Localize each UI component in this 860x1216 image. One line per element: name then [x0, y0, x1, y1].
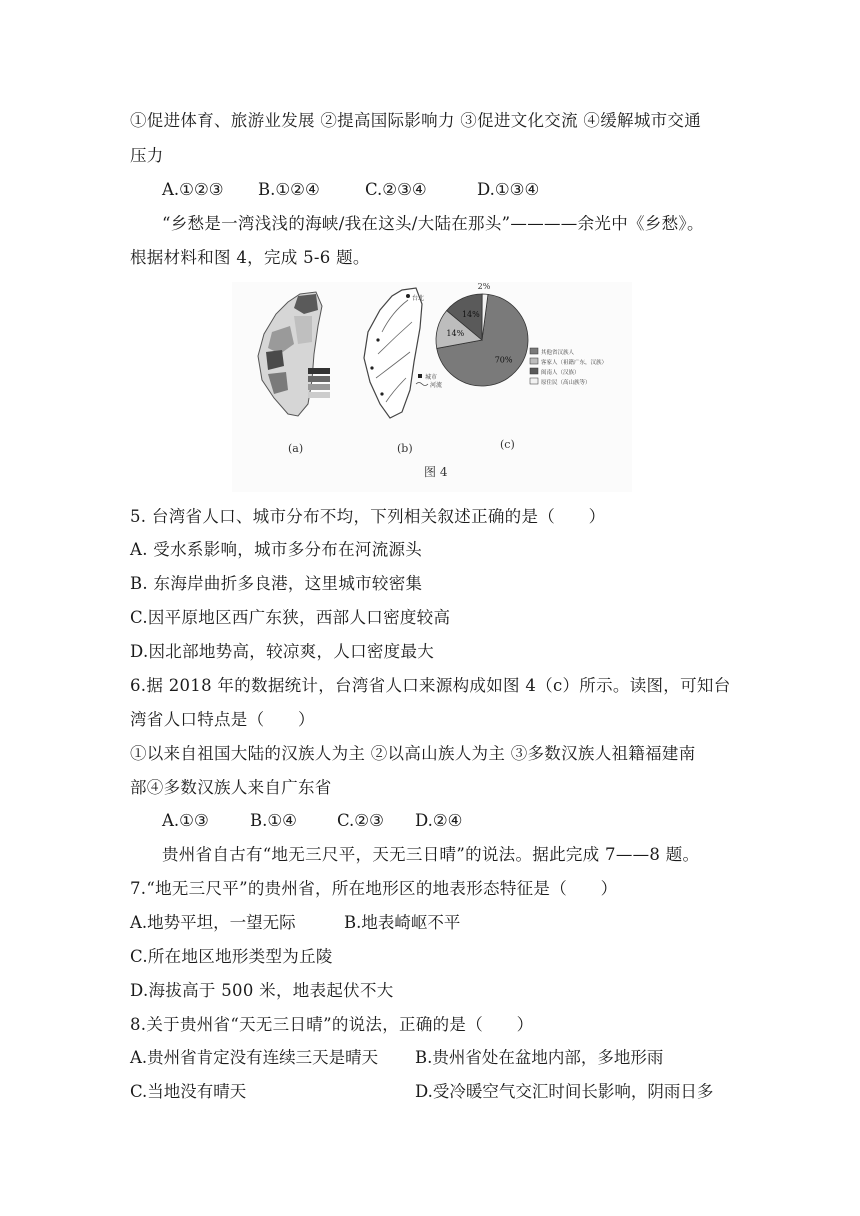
q7-option-a: A.地势平坦，一望无际 — [130, 913, 296, 932]
figure-caption: 图 4 — [424, 465, 448, 479]
q8-option-b: B.贵州省处在盆地内部，多地形雨 — [415, 1048, 664, 1067]
pie-legend-swatch-4 — [530, 378, 538, 384]
pie-legend-label-3: 闽南人（汉族） — [541, 370, 580, 376]
pie-legend-label-4: 原住民（高山族等） — [541, 380, 591, 386]
pie-legend-label-1: 其他省汉族人 — [541, 350, 575, 356]
pie-legend-swatch-2 — [530, 358, 538, 364]
q6-choice-c: C.②③ — [337, 811, 384, 830]
q8-option-c: C.当地没有晴天 — [130, 1082, 247, 1101]
q5-option-c: C.因平原地区西广东狭，西部人口密度较高 — [130, 608, 451, 627]
passage-guizhou: 贵州省自古有“地无三尺平，天无三日晴”的说法。据此完成 7——8 题。 — [162, 845, 700, 864]
intro-choice-c: C.②③④ — [365, 180, 427, 199]
pie-slice-label-3: 14% — [461, 310, 480, 320]
q7-option-c: C.所在地区地形类型为丘陵 — [130, 947, 333, 966]
passage-instruction: 根据材料和图 4，完成 5-6 题。 — [130, 248, 370, 267]
map-b-legend-river: 河流 — [430, 382, 443, 389]
figure-label-b: (b) — [397, 442, 413, 455]
pie-slice-label-2: 14% — [446, 328, 465, 338]
map-a-legend-4 — [308, 392, 330, 398]
map-b-legend-city-mark — [418, 374, 422, 378]
pie-legend-label-2: 客家人（祖籍广东，汉族） — [541, 360, 608, 366]
q8-option-a: A.贵州省肯定没有连续三天是晴天 — [130, 1048, 379, 1067]
intro-options-line-2: 压力 — [130, 146, 164, 165]
pie-legend-swatch-1 — [530, 348, 538, 354]
q5-option-b: B. 东海岸曲折多良港，这里城市较密集 — [130, 574, 423, 593]
pie-slice-label-1: 70% — [494, 355, 513, 365]
intro-choice-a: A.①②③ — [162, 180, 224, 199]
q7-option-d: D.海拔高于 500 米，地表起伏不大 — [130, 981, 394, 1000]
map-b-city-taipei — [406, 294, 410, 298]
q7-stem: 7.“地无三尺平”的贵州省，所在地形区的地表形态特征是（ ） — [130, 879, 618, 898]
q8-option-d: D.受冷暖空气交汇时间长影响，阴雨日多 — [415, 1082, 714, 1101]
intro-choice-b: B.①②④ — [258, 180, 320, 199]
q6-options-line-2: 部④多数汉族人来自广东省 — [130, 778, 332, 797]
q6-stem-line-2: 湾省人口特点是（ ） — [130, 710, 315, 729]
map-a-legend-2 — [308, 376, 330, 382]
figure-label-c: (c) — [500, 438, 515, 451]
q6-choice-b: B.①④ — [250, 811, 297, 830]
q8-stem: 8.关于贵州省“天无三日晴”的说法，正确的是（ ） — [130, 1015, 534, 1034]
figure-4 — [232, 282, 632, 492]
figure-label-a: (a) — [288, 442, 304, 455]
passage-quote: “乡愁是一湾浅浅的海峡/我在这头/大陆在那头”————余光中《乡愁》。 — [162, 214, 704, 233]
q6-choice-d: D.②④ — [415, 811, 463, 830]
q5-option-a: A. 受水系影响，城市多分布在河流源头 — [130, 540, 423, 559]
q5-stem: 5. 台湾省人口、城市分布不均，下列相关叙述正确的是（ ） — [130, 507, 606, 526]
map-b-place-taipei: 台北 — [412, 295, 425, 302]
q6-options-line-1: ①以来自祖国大陆的汉族人为主 ②以高山族人为主 ③多数汉族人祖籍福建南 — [130, 744, 696, 763]
pie-slice-label-4: 2% — [477, 282, 491, 292]
intro-options-line-1: ①促进体育、旅游业发展 ②提高国际影响力 ③促进文化交流 ④缓解城市交通 — [130, 111, 702, 130]
q6-choice-a: A.①③ — [162, 811, 209, 830]
figure-4-graphic — [232, 282, 632, 492]
q7-option-b: B.地表崎岖不平 — [344, 913, 461, 932]
pie-legend-swatch-3 — [530, 368, 538, 374]
q5-option-d: D.因北部地势高，较凉爽，人口密度最大 — [130, 642, 435, 661]
map-b-legend-city: 城市 — [425, 374, 438, 381]
map-a-legend-1 — [308, 368, 330, 374]
map-a-legend-3 — [308, 384, 330, 390]
intro-choice-d: D.①③④ — [477, 180, 540, 199]
q6-stem-line-1: 6.据 2018 年的数据统计，台湾省人口来源构成如图 4（c）所示。读图，可知台 — [130, 676, 731, 695]
